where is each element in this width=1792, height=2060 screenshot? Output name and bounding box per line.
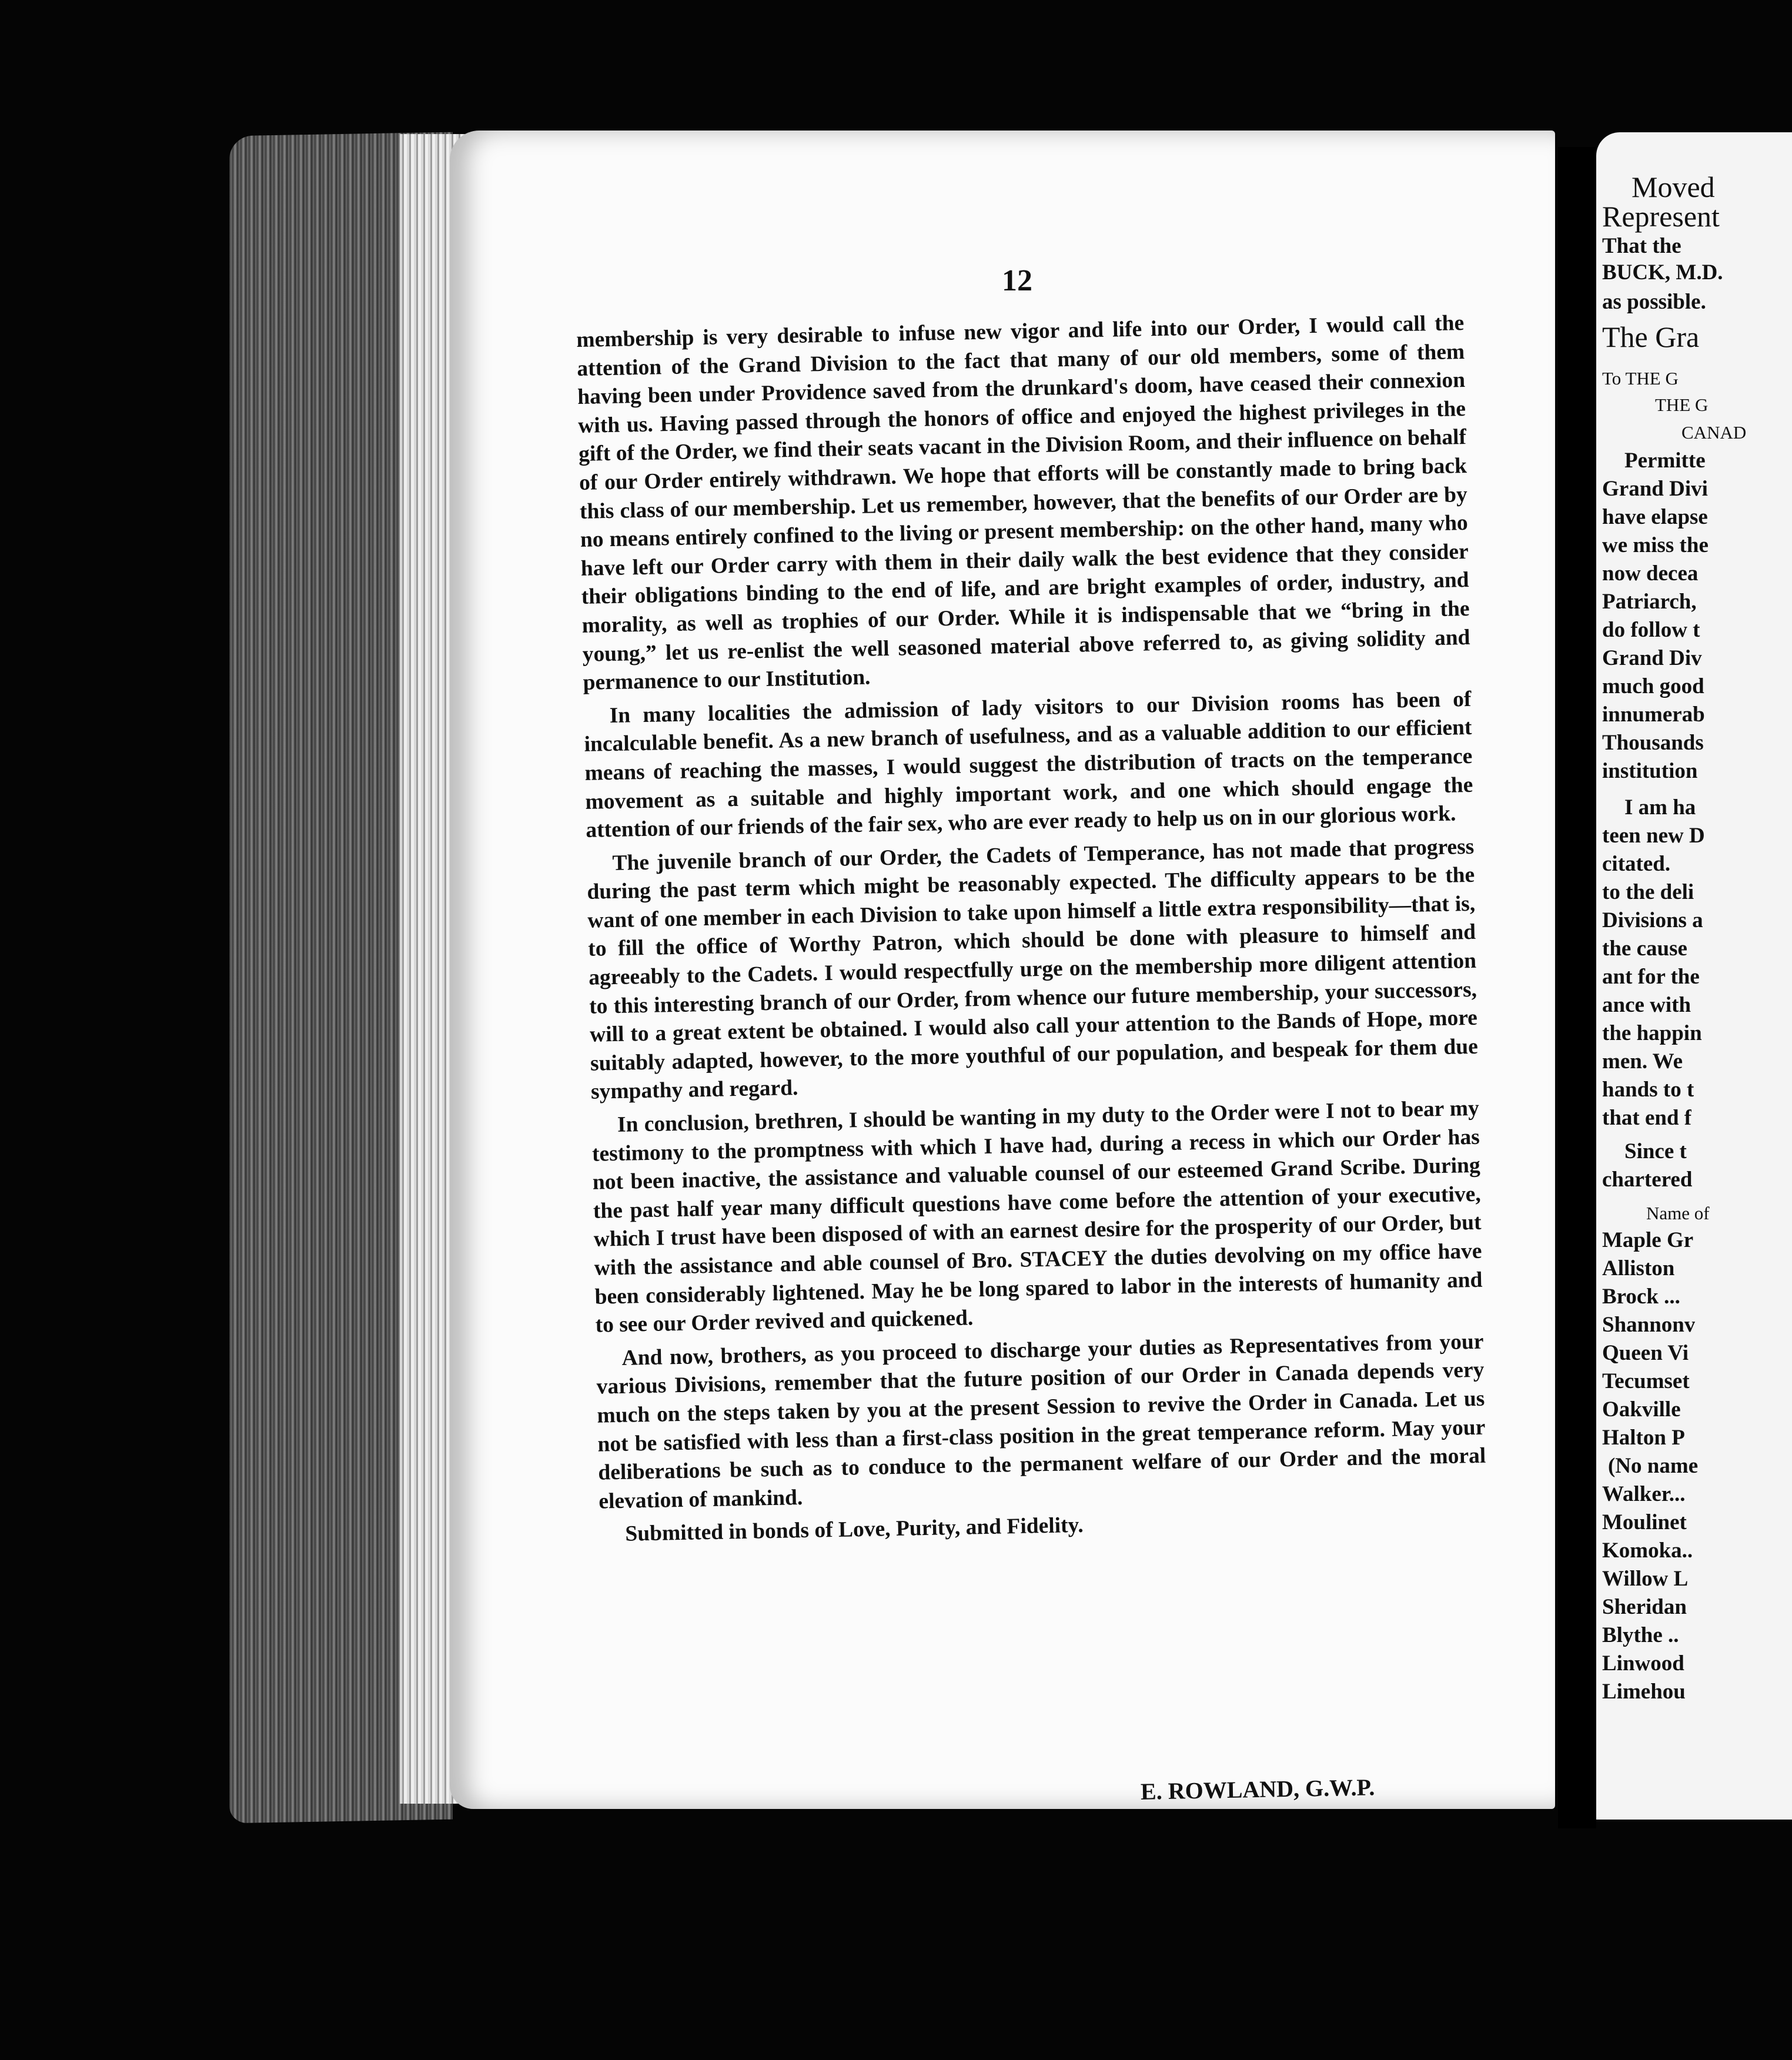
right-page-line: To THE G	[1602, 368, 1679, 389]
right-page-line: do follow t	[1602, 618, 1700, 642]
right-page	[1596, 132, 1792, 1820]
body-text	[576, 309, 1487, 1550]
right-page-line: ance with	[1602, 993, 1691, 1017]
paragraph-2: In many localities the admission of lady visitors to our Division rooms has been of incalculable benefit. As a new branch of usefulness, and as a valuable addition to our efficient means of reaching the masses, I would suggest the distribution of tracts on the temperance movement as a suitable and highly important work, and one which should engage the attention of our friends of the fair sex, who are ever ready to help us on in our glorious work.	[584, 687, 1473, 842]
right-page-line: the cause	[1602, 937, 1687, 961]
right-page-line: Alliston	[1602, 1256, 1675, 1280]
right-page-line: have elapse	[1602, 505, 1708, 529]
right-page-line: as possible.	[1602, 290, 1706, 314]
right-page-line: Since t	[1624, 1139, 1687, 1163]
right-page-line: Halton P	[1602, 1426, 1685, 1450]
right-page-line: men. We	[1602, 1049, 1683, 1074]
right-page-line: chartered	[1602, 1168, 1693, 1192]
right-page-line: Thousands	[1602, 731, 1704, 755]
right-page-line: Permitte	[1624, 449, 1706, 473]
right-page-line: that end f	[1602, 1106, 1692, 1130]
right-page-line: Komoka..	[1602, 1539, 1693, 1563]
right-page-line: BUCK, M.D.	[1602, 260, 1723, 285]
paragraph-1: membership is very desirable to infuse new vigor and life into our Order, I would call the attention of the Grand Division to the fact that many of our old members, some of them having been under Providence saved from the drunkard's doom, have ceased their connexion with us. Having passed through the honors of office and enjoyed the highest privileges in the gift of the Order, we find their seats vacant in the Division Room, and their influence on behalf of our Order entirely withdrawn. We hope that efforts will be constantly made to bring back this class of our membership. Let us remember, however, that the benefits of our Order are by no means entirely confined to the living or present membership: on the other hand, many who have left our Order carry with them in their daily walk the best evidence that they consider their obligations binding to the end of life, and are bright examples of order, industry, and morality, as well as trophies of our Order. While it is indispensable that we “bring in the young,” let us re-enlist the well seasoned material above referred to, as giving solidity and permanence to our Institution.	[576, 311, 1470, 695]
right-page-line: Blythe ..	[1602, 1623, 1679, 1647]
right-page-line: hands to t	[1602, 1078, 1694, 1102]
right-page-line: we miss the	[1602, 533, 1709, 557]
right-page-line: citated.	[1602, 852, 1671, 876]
right-page-line: Grand Div	[1602, 646, 1702, 670]
right-page-line: Walker...	[1602, 1482, 1686, 1506]
paragraph-6: Submitted in bonds of Love, Purity, and Fidelity.	[625, 1513, 1084, 1547]
right-page-line: Brock ...	[1602, 1285, 1680, 1309]
right-page-line: Moved	[1631, 170, 1715, 203]
right-page-line: Oakville	[1602, 1397, 1681, 1422]
right-page-line: Linwood	[1602, 1651, 1684, 1676]
paragraph-4: In conclusion, brethren, I should be wanting in my duty to the Order were I not to bear my testimony to the promptness with which I have had, during a recess in which our Order has not been inactive, the assistance and valuable counsel of our esteemed Grand Scribe. During the past half year many difficult questions have come before the attention of your executive, which I trust have been disposed of with an earnest desire for the prosperity of our Order, but with the assistance and able counsel of Bro. STACEY the duties devolving on my office have been considerably lightened. May he be long spared to labor in the interests of humanity and to see our Order revived and quickened.	[591, 1096, 1483, 1337]
right-page-line: Moulinet	[1602, 1510, 1687, 1534]
right-page-line: CANAD	[1681, 422, 1747, 443]
right-page-line: Patriarch,	[1602, 590, 1697, 614]
paragraph-5: And now, brothers, as you proceed to discharge your duties as Representatives from your various Divisions, remember that the future position of our Order in Canada depends very much on the steps taken by you at the present Session to revive the Order in Canada. Let us not be satisfied with less than a first-class position in the great temperance reform. May your deliberations be such as to conduce to the permanent welfare of our Order and the moral elevation of mankind.	[596, 1329, 1486, 1514]
right-page-line: teen new D	[1602, 824, 1705, 848]
right-page-line: Willow L	[1602, 1567, 1689, 1591]
right-page-line: ant for the	[1602, 965, 1700, 989]
right-page-line: Sheridan	[1602, 1595, 1687, 1619]
right-page-line: Shannonv	[1602, 1313, 1696, 1337]
gutter	[1558, 147, 1596, 1828]
right-page-line: Divisions a	[1602, 908, 1703, 932]
right-page-line: Tecumset	[1602, 1369, 1690, 1393]
right-page-line: (No name	[1608, 1454, 1699, 1478]
signature: E. ROWLAND, G.W.P.	[1140, 1774, 1375, 1805]
right-page-line: Grand Divi	[1602, 477, 1708, 501]
right-page-line: innumerab	[1602, 703, 1705, 727]
right-page-line: Maple Gr	[1602, 1228, 1694, 1252]
right-page-line: now decea	[1602, 561, 1699, 586]
right-page-line: I am ha	[1624, 795, 1696, 820]
right-page-line: Name of	[1646, 1203, 1710, 1223]
right-page-line: the happin	[1602, 1021, 1702, 1045]
right-page-line: Represent	[1602, 200, 1720, 233]
right-page-line: THE G	[1655, 394, 1709, 415]
right-page-line: The Gra	[1602, 320, 1700, 353]
right-page-line: That the	[1602, 234, 1681, 258]
page-number: 12	[1002, 264, 1032, 297]
right-page-line: Queen Vi	[1602, 1341, 1689, 1365]
paragraph-3: The juvenile branch of our Order, the Cadets of Temperance, has not made that progress during the past term which might be reasonably expected. The difficulty appears to be the want of one member in each Division to take upon himself a little extra responsibility—that is, to fill the office of Worthy Patron, which should be done with pleasure to himself and agreeably to the Cadets. I would respectfully urge on the membership more diligent attention to this interesting branch of our Order, from whence our future membership, your successors, will to a great extent be obtained. I would also call your attention to the Bands of Hope, more suitably adapted, however, to the more youthful of our population, and bespeak for them due sympathy and regard.	[587, 834, 1479, 1105]
right-page-line: institution	[1602, 759, 1698, 783]
right-page-line: to the deli	[1602, 880, 1694, 904]
right-page-line: Limehou	[1602, 1680, 1686, 1704]
right-page-line: much good	[1602, 674, 1704, 698]
